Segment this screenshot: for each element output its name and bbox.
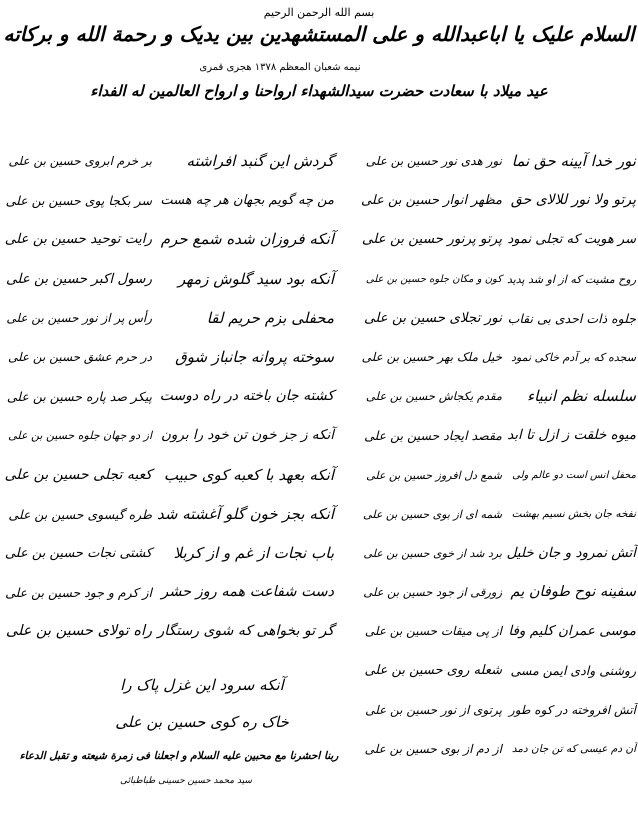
bismillah: بسم الله الرحمن الرحیم (263, 6, 375, 19)
poem-column-1 (508, 142, 636, 769)
verse-line: پرتو پرنور حسین بن علی (361, 231, 502, 248)
verse-line: آنکه بعهد با کعبه کوی حبیب (163, 465, 334, 484)
verse-line: آنکه بود سید گلوش زمهر (178, 269, 334, 288)
verse-line: از دم از بوی حسین بن علی (364, 741, 502, 756)
verse-line: شمع دل افروز حسین بن علی (366, 468, 502, 482)
verse-line: آنکه بجز خون گلو آغشته شد (157, 504, 334, 523)
verse-line: مظهر انوار حسین بن علی (360, 193, 502, 209)
verse-line: سلسله نظم انبیاء (527, 387, 636, 406)
closing-prayer: ربنا احشرنا مع محبین علیه السلام و اجعلنا فی زمرة شیعته و تقبل الدعاء (19, 750, 339, 762)
verse-line: خیل ملک بهر حسین بن علی (361, 349, 502, 364)
verse-line: میوه خلقت ز ازل تا ابد (507, 427, 636, 444)
verse-line: زورقی از جود حسین بن علی (363, 585, 502, 600)
verse-line: دست شفاعت همه روز حشر (161, 584, 334, 601)
verse-line: روشنی وادی ایمن مسی (510, 663, 636, 679)
verse-line: در حرم عشق حسین بن علی (7, 349, 152, 364)
poem-column-2 (362, 142, 502, 769)
verse-line: رأس پر از نور حسین بن علی (6, 310, 152, 325)
date-line: نیمه شعبان المعظم ۱۳۷۸ هجری قمری (199, 62, 361, 73)
verse-line: شعله روی حسین بن علی (364, 663, 502, 679)
verse-line: سر هویت که تجلی نمود (507, 232, 636, 248)
salutation-title: السلام علیک یا اباعبدالله و علی المستشهدین بین یدیک و رحمة الله و برکاته (3, 22, 635, 46)
verse-line: کون و مکان جلوه حسین بن علی (365, 273, 502, 285)
verse-line: گر تو بخواهی که شوی رستگار (157, 623, 334, 640)
verse-line: روح مشیت که از او شد پدید (506, 272, 636, 286)
verse-line: مقصد ایجاد حسین بن علی (364, 428, 502, 444)
verse-line: طره گیسوی حسین بن علی (8, 506, 152, 522)
verse-line: باب نجات از غم و از کربلا (173, 543, 334, 562)
verse-line: محفلی بزم حریم لقا (206, 308, 334, 327)
closing-verse-line-1: آنکه سرود این غزل پاک را (120, 676, 284, 694)
verse-line: من چه گویم بجهان هر چه هست (160, 193, 334, 209)
verse-line: شمه ای از بوی حسین بن علی (363, 507, 502, 521)
verse-line: از دو جهان جلوه حسین بن علی (8, 429, 152, 443)
dedication-line: عید میلاد با سعادت حضرت سیدالشهداء ارواحنا و ارواح العالمین له الفداء (90, 82, 548, 100)
verse-line: سفینه نوح طوفان یم (510, 584, 636, 601)
verse-line: کشته جان باخته در راه دوست (159, 388, 334, 405)
verse-line: جلوه ذات احدی بی نقاب (507, 310, 636, 326)
verse-line: آتش افروخته در کوه طور (508, 702, 636, 717)
poem-column-3 (158, 142, 334, 769)
verse-line: گردش این گنبد افراشته (186, 152, 334, 170)
verse-line: نور خدا آیینه حق نما (511, 152, 636, 170)
verse-line: نور هدی نور حسین بن علی (365, 154, 502, 168)
verse-line: سر بکجا پوی حسین بن علی (5, 193, 152, 209)
verse-line: موسی عمران کلیم وفا (508, 623, 636, 640)
verse-line: سوخته پروانه جانباز شوق (175, 347, 334, 366)
verse-line: آن دم عیسی که تن جان دمد (511, 742, 636, 755)
verse-line: آنکه ز جز خون تن خود را برون (160, 427, 334, 444)
verse-line: محفل انس است دو عالم ولی (512, 469, 636, 481)
verse-line: پرتوی از نور حسین بن علی (365, 702, 502, 717)
verse-line: کشتی نجات حسین بن علی (4, 545, 152, 561)
verse-line: پیکر صد پاره حسین بن علی (6, 389, 152, 405)
verse-line: رسول اکبر حسین بن علی (5, 270, 152, 287)
verse-line: آنکه فروزان شده شمع حرم (160, 230, 334, 249)
verse-line: سجده که بر آدم خاکی نمود (511, 350, 636, 364)
verse-line: رایت توحید حسین بن علی (4, 231, 152, 248)
verse-line: برد شد از خوی حسین بن علی (363, 546, 502, 560)
poem-column-4 (6, 142, 152, 769)
signature: سید محمد حسین حسینی طباطبائی (120, 776, 252, 786)
verse-line: راه تولای حسین بن علی (5, 623, 152, 640)
verse-line: نفخه جان بخش نسیم بهشت (511, 507, 636, 520)
verse-line: بر خرم ابروی حسین بن علی (8, 154, 152, 168)
verse-line: از پی میقات حسین بن علی (364, 624, 502, 639)
closing-verse-line-2: خاک ره کوی حسین بن علی (115, 713, 289, 731)
verse-line: پرتو ولا نور للالای حق (510, 192, 636, 209)
verse-line: نور تجلای حسین بن علی (363, 309, 502, 326)
verse-line: آتش نمرود و جان خلیل (506, 544, 636, 561)
verse-line: مقدم یکجاش حسین بن علی (365, 389, 502, 404)
verse-line: از کرم و جود حسین بن علی (5, 585, 152, 601)
verse-line: کعبه تجلی حسین بن علی (4, 466, 152, 483)
